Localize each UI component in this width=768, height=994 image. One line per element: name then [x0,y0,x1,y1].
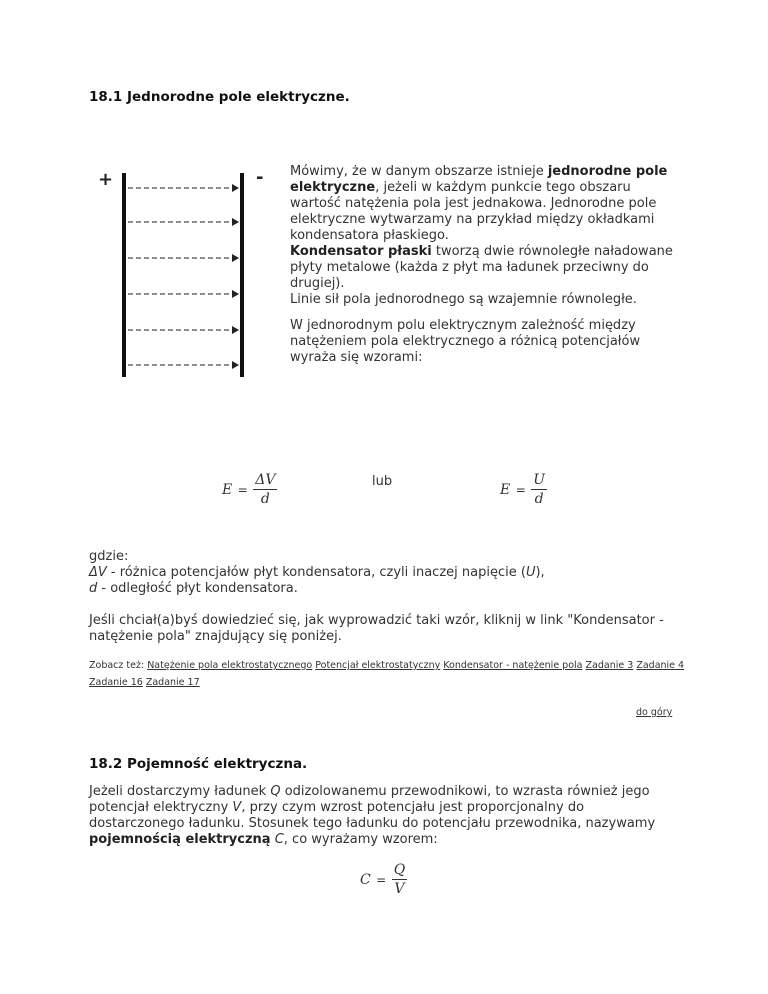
formula-e-delta-v-over-d [222,472,277,508]
link-potencjal[interactable]: Potencjał elektrostatyczny [315,660,441,671]
text-segment: Mówimy, że w danym obszarze istnieje [290,164,548,179]
symbol-delta-v: ΔV [89,565,107,580]
where-intro: gdzie: [89,549,129,564]
link-zadanie-17[interactable]: Zadanie 17 [145,677,200,688]
text-segment: , jeżeli w każdym punkcie tego obszaru wartość natężenia pola jest jednakowa. Jednorodne pole elektryczne wytwarzamy na przykład między okładkami kondensatora płaskiego. [290,180,657,243]
section-title-18-2: 18.2 Pojemność elektryczna. [89,756,308,772]
symbol-d: d [89,581,98,596]
symbol-c: C [274,832,284,847]
symbol-v: V [232,800,242,815]
fraction-numerator: U [533,472,546,488]
link-kondensator-natezenie[interactable]: Kondensator - natężenie pola [443,660,583,671]
fraction [253,472,277,508]
symbol-u: U [525,565,536,580]
formula-c-q-over-v [360,862,407,898]
text-segment: ), [535,565,545,580]
capacitor-diagram [98,168,278,380]
text-segment: tworzą dwie równoległe naładowane płyty metalowe (każda z płyt ma ładunek przeciwny do drugiej). [290,244,673,291]
link-natezenie-pola[interactable]: Natężenie pola elektrostatycznego [147,660,313,671]
term-capacitance: pojemnością elektryczną [89,832,271,847]
formula-lhs: E [222,482,233,498]
link-zadanie-3[interactable]: Zadanie 3 [585,660,634,671]
text-segment: odizolowanemu przewodnikowi, to wzrasta również jego potencjał elektryczny [89,784,650,815]
formula-equals: = [515,483,526,497]
text-segment: Jeżeli dostarczymy ładunek [89,784,271,799]
formula-e-u-over-d [500,472,547,508]
term-flat-capacitor: Kondensator płaski [290,244,432,259]
symbol-q: Q [270,784,281,799]
term-uniform-field: jednorodne pole elektryczne [290,164,668,195]
text-segment: - różnica potencjałów płyt kondensatora, czyli inaczej napięcie ( [106,565,526,580]
where-block [89,549,689,597]
or-label: lub [372,474,393,489]
see-also-links [89,657,689,691]
capacitance-paragraph [89,784,681,848]
fraction-denominator: V [394,881,405,897]
text-segment: - odległość płyt kondensatora. [97,581,298,596]
link-zadanie-16[interactable]: Zadanie 16 [89,677,143,688]
formula-lhs: E [500,482,511,498]
see-also-label: Zobacz też: [89,660,145,671]
capacitor-field-lines-icon [98,168,278,380]
plus-label: + [98,169,114,190]
back-to-top-link[interactable]: do góry [636,707,673,718]
fraction [531,472,547,508]
relation-paragraph: W jednorodnym polu elektrycznym zależność między natężeniem pola elektrycznego a różnicą potencjałów wyraża się wzorami: [290,318,641,365]
text-segment: , co wyrażamy wzorem: [283,832,438,847]
formula-equals: = [237,483,248,497]
formula-lhs: C [360,872,371,888]
fraction-numerator: Q [393,862,406,878]
intro-paragraph [290,164,678,308]
link-zadanie-4[interactable]: Zadanie 4 [636,660,685,671]
text-segment: , przy czym wzrost potencjału jest proporcjonalny do dostarczonego ładunku. Stosunek tego ładunku do potencjału przewodnika, nazywamy [89,800,656,831]
fraction [392,862,407,898]
text-segment: Linie sił pola jednorodnego są wzajemnie równoległe. [290,292,637,307]
fraction-denominator: d [260,491,270,507]
formula-equals: = [376,873,387,887]
section-title-18-1: 18.1 Jednorodne pole elektryczne. [89,89,350,105]
derivation-note: Jeśli chciał(a)byś dowiedzieć się, jak wyprowadzić taki wzór, kliknij w link "Kondensator - natężenie pola" znajdujący się poniżej. [89,613,664,644]
fraction-numerator: ΔV [255,472,276,488]
fraction-denominator: d [534,491,544,507]
minus-label: - [256,167,264,188]
